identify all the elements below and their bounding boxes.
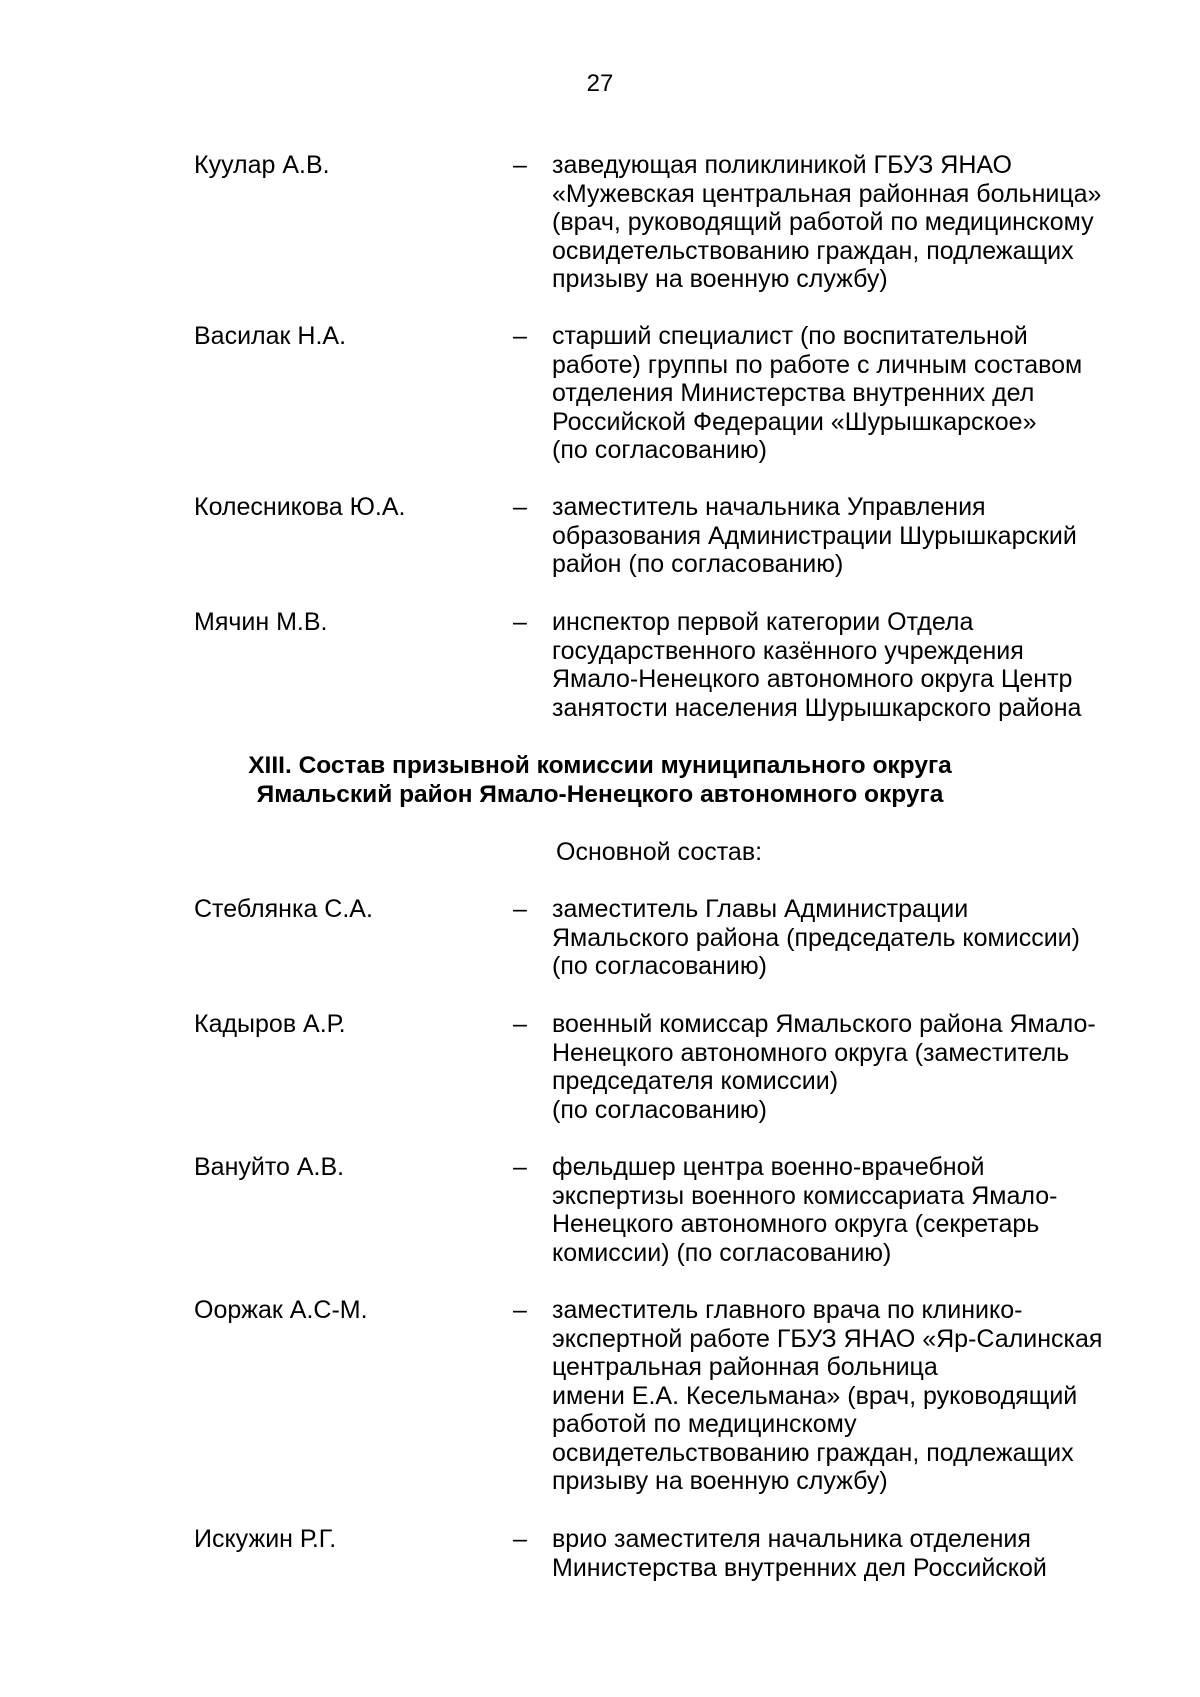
description-line: (по согласованию): [552, 436, 767, 464]
description-line: призыву на военную службу): [552, 1467, 888, 1495]
section-title-line: Ямальский район Ямало-Ненецкого автономного округа: [256, 780, 944, 808]
member-name: Кадыров А.Р.: [194, 1010, 346, 1038]
description-line: врио заместителя начальника отделения: [552, 1525, 1031, 1553]
description-line: отделения Министерства внутренних дел: [552, 379, 1035, 407]
dash-separator: –: [513, 322, 527, 350]
description-line: Российской Федерации «Шурышкарское»: [552, 407, 1037, 436]
member-name: Мячин М.В.: [194, 608, 328, 636]
description-line: заместитель Главы Администрации: [552, 895, 969, 923]
description-line: (по согласованию): [552, 952, 767, 980]
description-line: военный комиссар Ямальского района Ямало-: [552, 1010, 1096, 1038]
member-description: [552, 151, 1152, 294]
description-line: занятости населения Шурышкарского района: [552, 693, 1082, 722]
member-description: [552, 1296, 1152, 1496]
member-name: Вануйто А.В.: [194, 1153, 345, 1181]
description-line: председателя комиссии): [552, 1067, 839, 1095]
description-line: Ненецкого автономного округа (секретарь: [552, 1210, 1040, 1238]
description-line: образования Администрации Шурышкарский: [552, 521, 1077, 550]
description-line: заместитель начальника Управления: [552, 493, 986, 521]
description-line: фельдшер центра военно-врачебной: [552, 1153, 985, 1181]
description-line: заведующая поликлиникой ГБУЗ ЯНАО: [552, 151, 1012, 179]
description-line: работой по медицинскому: [552, 1410, 857, 1438]
description-line: Ямало-Ненецкого автономного округа Центр: [552, 665, 1073, 693]
description-line: имени Е.А. Кесельмана» (врач, руководящий: [552, 1381, 1078, 1410]
member-description: [552, 493, 1152, 579]
description-line: освидетельствованию граждан, подлежащих: [552, 1438, 1074, 1467]
subheading: Основной состав:: [556, 838, 763, 866]
dash-separator: –: [513, 493, 527, 521]
member-description: [552, 1010, 1152, 1124]
member-description: [552, 1525, 1152, 1582]
member-name: Колесникова Ю.А.: [194, 493, 406, 521]
page-number: 27: [586, 70, 614, 97]
dash-separator: –: [513, 1010, 527, 1038]
description-line: район (по согласованию): [552, 550, 844, 578]
description-line: государственного казённого учреждения: [552, 636, 1024, 665]
member-description: [552, 322, 1152, 465]
description-line: освидетельствованию граждан, подлежащих: [552, 236, 1074, 265]
description-line: «Мужевская центральная районная больница»: [552, 179, 1102, 208]
description-line: работе) группы по работе с личным составом: [552, 350, 1083, 379]
member-name: Куулар А.В.: [194, 151, 330, 179]
description-line: заместитель главного врача по клинико-: [552, 1296, 1023, 1324]
member-name: Ооржак А.С-М.: [194, 1296, 368, 1324]
dash-separator: –: [513, 151, 527, 179]
member-description: [552, 895, 1152, 981]
dash-separator: –: [513, 1296, 527, 1324]
member-name: Стеблянка С.А.: [194, 895, 373, 923]
description-line: экспертизы военного комиссариата Ямало-: [552, 1181, 1058, 1210]
member-description: [552, 608, 1152, 722]
description-line: (по согласованию): [552, 1095, 767, 1124]
section-title: [0, 752, 1200, 809]
dash-separator: –: [513, 1525, 527, 1553]
description-line: старший специалист (по воспитательной: [552, 322, 1028, 350]
section-title-line: XIII. Состав призывной комиссии муниципального округа: [248, 752, 952, 779]
description-line: Ямальского района (председатель комиссии): [552, 923, 1080, 952]
dash-separator: –: [513, 1153, 527, 1181]
dash-separator: –: [513, 608, 527, 636]
member-description: [552, 1153, 1152, 1267]
member-name: Искужин Р.Г.: [194, 1525, 337, 1553]
description-line: Министерства внутренних дел Российской: [552, 1553, 1047, 1582]
member-name: Василак Н.А.: [194, 322, 347, 350]
description-line: призыву на военную службу): [552, 265, 888, 293]
dash-separator: –: [513, 895, 527, 923]
description-line: экспертной работе ГБУЗ ЯНАО «Яр-Салинская: [552, 1324, 1103, 1353]
description-line: инспектор первой категории Отдела: [552, 608, 974, 636]
description-line: (врач, руководящий работой по медицинскому: [552, 208, 1094, 236]
description-line: центральная районная больница: [552, 1353, 938, 1381]
description-line: Ненецкого автономного округа (заместитель: [552, 1038, 1070, 1067]
description-line: комиссии) (по согласованию): [552, 1238, 892, 1267]
